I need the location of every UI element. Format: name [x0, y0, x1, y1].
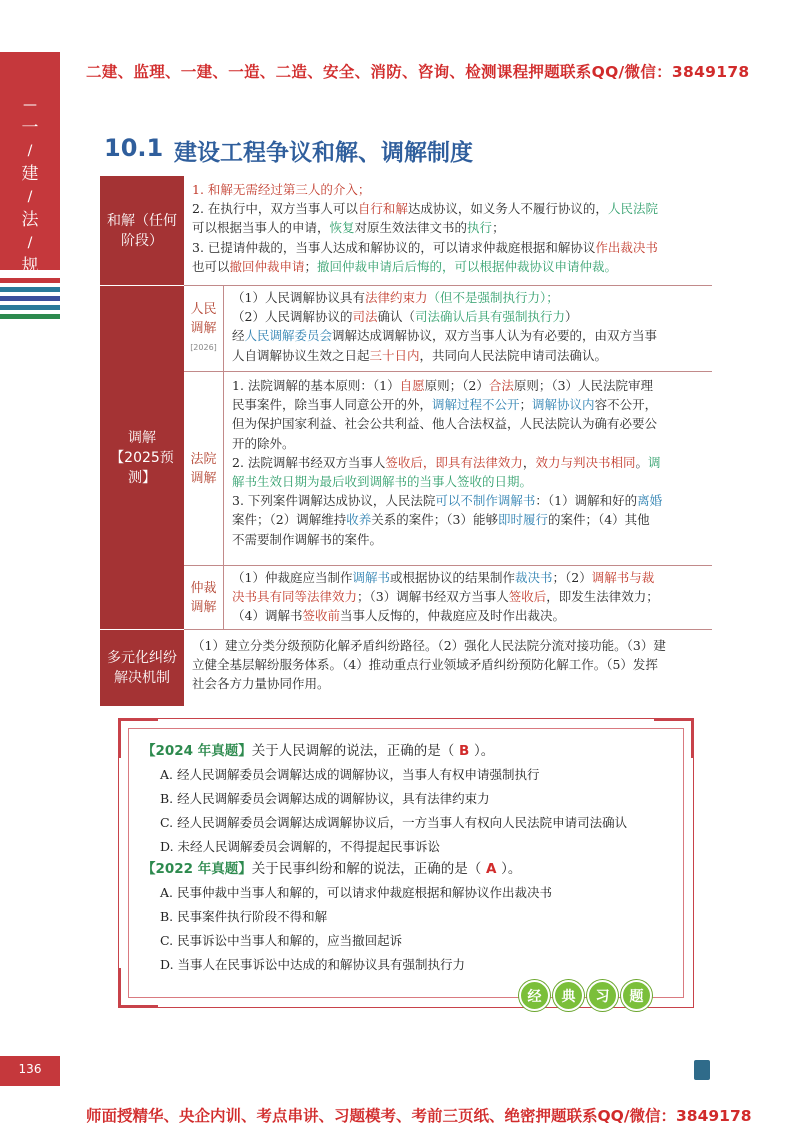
decor-stripe [0, 305, 60, 310]
section-title: 建设工程争议和解、调解制度 [174, 140, 473, 166]
top-banner: 二建、监理、一建、一造、二造、安全、消防、咨询、检测课程押题联系QQ/微信：3849178 [86, 63, 750, 81]
fayuan-content: 1. 法院调解的基本原则：（1）自愿原则；（2）合法原则；（3）人民法院审理 民事案件，除当事人同意公开的外，调解过程不公开；调解协议内容不公开， 但为保护国家利益、社会公共利益、他人合法权益，人民法院认为确有必要公 开的除外。 2. 法院调解书经双方当事人签收后，即具有法律效力，效力与判决书相同。调 解书生效日期为最后收到调解书的当事人签收的日期。 3. 下列案件调解达成协议，人民法院可以不制作调解书：（1）调解和好的离婚 案件；（2）调解维持收养关系的案件；（3）能够即时履行的案件；（4）其他 不需要制作调解书的案件。 [224, 372, 712, 566]
answer: B [454, 743, 474, 759]
zhongcai-content: （1）仲裁庭应当制作调解书或根据协议的结果制作裁决书；（2）调解书与裁 决书具有同等法律效力；（3）调解书经双方当事人签收后，即发生法律效力； （4）调解书签收前当事人反悔的，仲裁庭应及时作出裁决。 [224, 566, 712, 630]
renmin-content: （1）人民调解协议具有法律约束力（但不是强制执行力）； （2）人民调解协议的司法确认（司法确认后具有强制执行力） 经人民调解委员会调解达成调解协议，双方当事人认为有必要的，由双方当事 人自调解协议生效之日起三十日内，共同向人民法院申请司法确认。 [224, 286, 712, 372]
spine-char: 法 [21, 210, 39, 230]
badge-char: 题 [621, 980, 652, 1011]
duoyuan-content: （1）建立分类分级预防化解矛盾纠纷路径。（2）强化人民法院分流对接功能。（3）建 立健全基层解纷服务体系。（4）推动重点行业领域矛盾纠纷预防化解工作。（5）发挥 社会各方力量协同作用。 [184, 630, 712, 706]
page-number: 136 [18, 1062, 42, 1076]
badge-char: 经 [519, 980, 550, 1011]
question-source: 【2024 年真题】 [142, 743, 252, 759]
option: B. 民事案件执行阶段不得和解 [160, 909, 328, 924]
question-2: 【2022 年真题】关于民事纠纷和解的说法，正确的是（ A ）。 [142, 861, 522, 877]
decor-stripe [0, 278, 60, 283]
option: A. 民事仲裁中当事人和解的，可以请求仲裁庭根据和解协议作出裁决书 [160, 885, 552, 900]
heping-content: 1. 和解无需经过第三人的介入； 2. 在执行中，双方当事人可以自行和解达成协议，如义务人不履行协议的，人民法院 可以根据当事人的申请，恢复对原生效法律文书的执行； 3. 已提请仲裁的，当事人达成和解协议的，可以请求仲裁庭根据和解协议作出裁决书 也可以撤回仲裁申请；撤回仲裁申请后后悔的，可以根据仲裁协议申请仲裁。 [184, 176, 712, 286]
classic-exercises-badge [519, 980, 652, 1010]
frame-corner [118, 968, 158, 1008]
bottom-banner: 师面授精华、央企内训、考点串讲、习题模考、考前三页纸、绝密押题联系QQ/微信：3849178 [86, 1107, 752, 1125]
sub-zhongcai: 仲裁调解 [184, 566, 224, 630]
corner-logo-icon [694, 1060, 710, 1080]
category-tiaojie: 调解【2025预测】 [100, 286, 184, 630]
question-source: 【2022 年真题】 [142, 861, 252, 877]
spine-char: 建 [21, 164, 39, 184]
question-1: 【2024 年真题】关于人民调解的说法，正确的是（ B ）。 [142, 743, 495, 759]
category-duoyuan: 多元化纠纷解决机制 [100, 630, 184, 706]
category-heping: 和解（任何阶段） [100, 176, 184, 286]
option: C. 民事诉讼中当事人和解的，应当撤回起诉 [160, 933, 403, 948]
option: A. 经人民调解委员会调解达成的调解协议，当事人有权申请强制执行 [160, 767, 540, 782]
option: D. 当事人在民事诉讼中达成的和解协议具有强制执行力 [160, 957, 466, 972]
badge-char: 习 [587, 980, 618, 1011]
decor-stripe [0, 296, 60, 301]
option: B. 经人民调解委员会调解达成的调解协议，具有法律约束力 [160, 791, 490, 806]
sub-fayuan: 法院调解 [184, 372, 224, 566]
answer: A [481, 861, 502, 877]
decor-stripe [0, 287, 60, 292]
section-number: 10.1 [104, 134, 164, 162]
spine-char: 一 [21, 118, 39, 138]
chapter-spine-label: — 一 / 建 / 法 / 规 [21, 97, 39, 276]
badge-char: 典 [553, 980, 584, 1011]
option: C. 经人民调解委员会调解达成调解协议后，一方当事人有权向人民法院申请司法确认 [160, 815, 628, 830]
option: D. 未经人民调解委员会调解的，不得提起民事诉讼 [160, 839, 441, 854]
sub-renmin: 人民调解 [2026] [184, 286, 224, 372]
year-tag: [2026] [190, 343, 217, 352]
frame-corner [654, 718, 694, 758]
decor-stripe [0, 314, 60, 319]
spine-char: 规 [21, 256, 39, 276]
